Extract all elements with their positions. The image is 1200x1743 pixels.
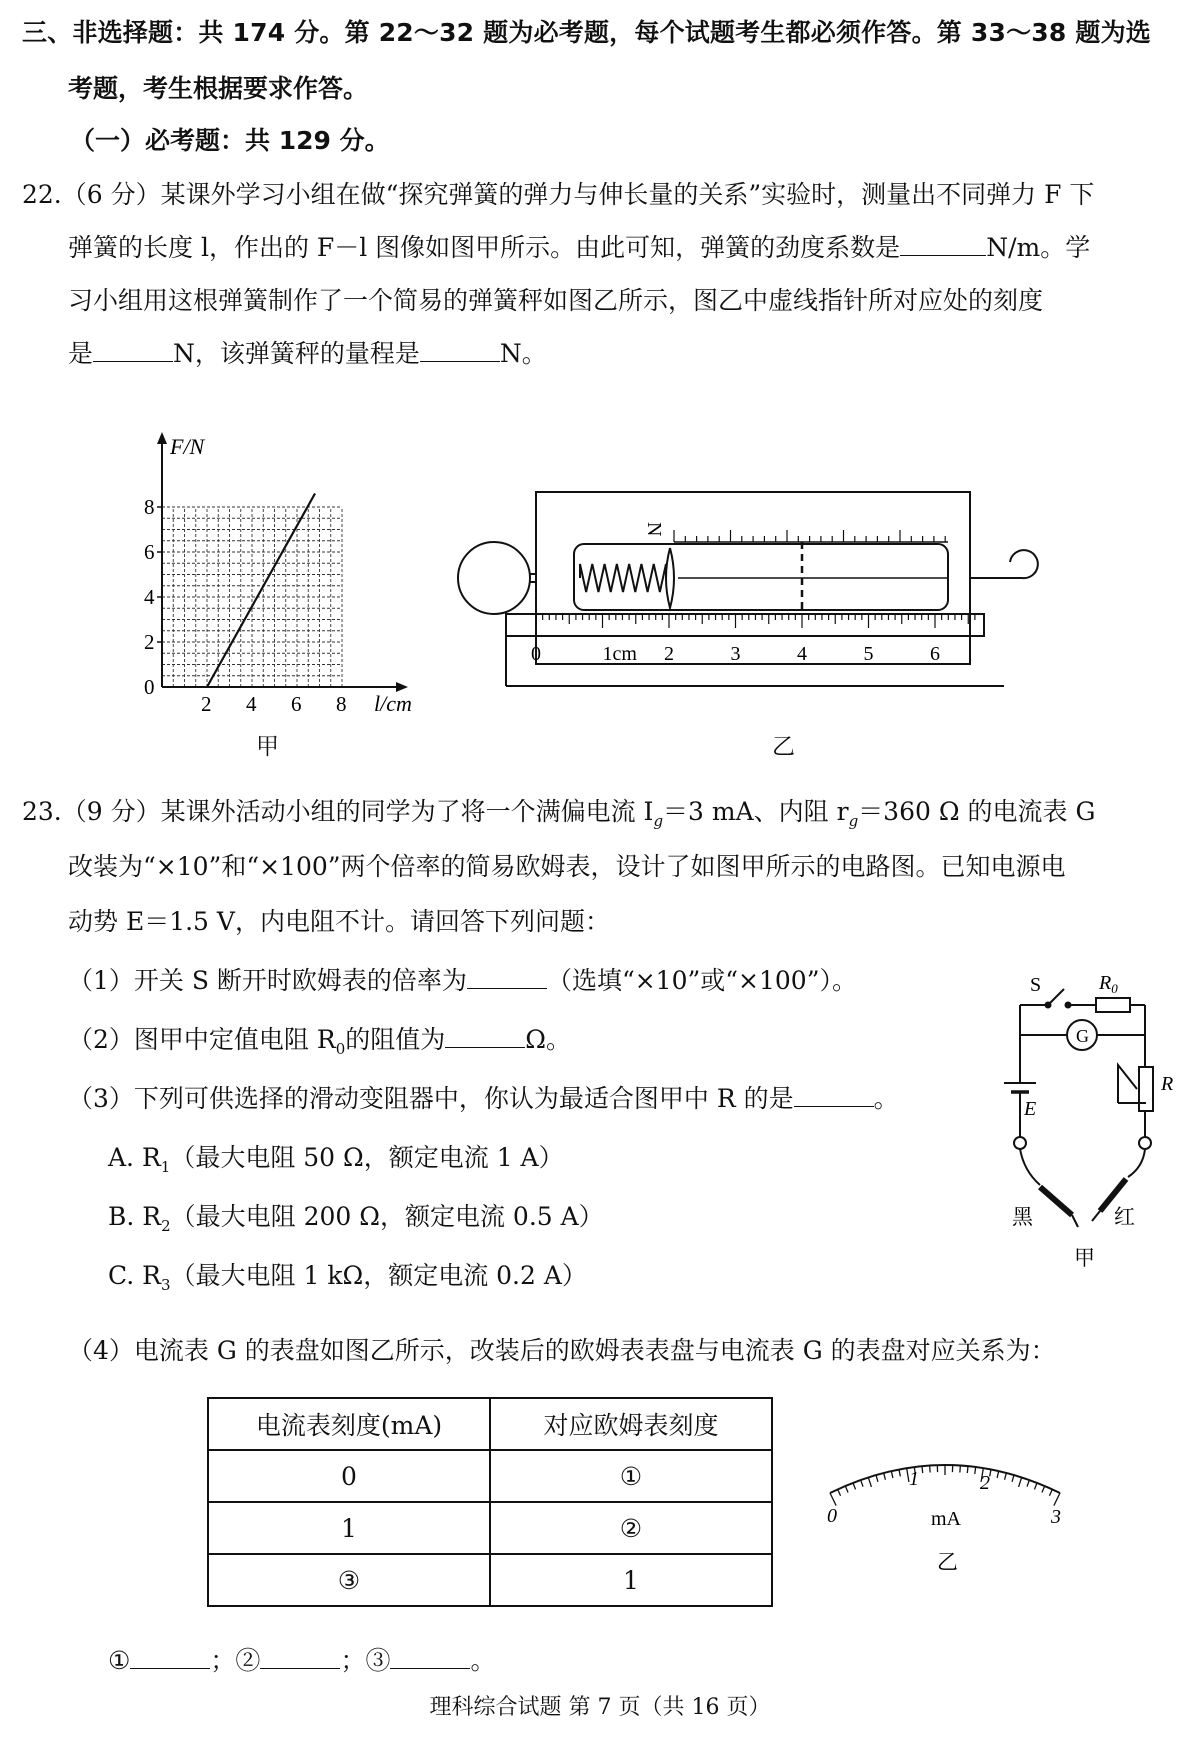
table-header: 对应欧姆表刻度 (490, 1398, 772, 1450)
fig-jia-caption: 甲 (256, 734, 279, 760)
q23-part2 (68, 1025, 571, 1064)
dial-tick (861, 1480, 863, 1487)
q23-part4: （4）电流表 G 的表盘如图乙所示，改装后的欧姆表表盘与电流表 G 的表盘对应关系为： (68, 1336, 1056, 1365)
terminal-black (1014, 1137, 1026, 1149)
q23-ig-sub: g (653, 812, 664, 830)
probe-black (1040, 1187, 1072, 1215)
dial-tick (1042, 1486, 1045, 1492)
q23-part1-b: （选填“×10”或“×100”）。 (546, 966, 857, 995)
dial-label: 3 (1051, 1506, 1061, 1528)
table-row (208, 1502, 772, 1554)
dial-tick (830, 1493, 836, 1506)
label-r0: $R_0$ (1099, 972, 1118, 996)
table-cell: ③ (208, 1554, 490, 1606)
table-header-row (208, 1398, 772, 1450)
subsection-heading: （一）必考题：共 129 分。 (70, 126, 390, 155)
dial-tick (1049, 1489, 1052, 1495)
answer-blank-2 (260, 1646, 340, 1669)
dial-label: 2 (980, 1472, 990, 1494)
answer-blank-multiplier (467, 966, 547, 989)
answer-blank-1 (130, 1646, 210, 1669)
table-cell: ① (490, 1450, 772, 1502)
q22-line4 (68, 339, 547, 369)
q23-part2-c: Ω。 (525, 1025, 571, 1054)
q22-line2 (68, 233, 1090, 263)
answer-blank-rheostat (794, 1084, 874, 1107)
table-cell: 0 (208, 1450, 490, 1502)
table-cell: 1 (208, 1502, 490, 1554)
dial-tick (891, 1471, 893, 1478)
q23-part3-b: 。 (873, 1084, 899, 1113)
dial-tick (884, 1473, 886, 1480)
resistor-r0 (1096, 998, 1130, 1012)
dial-unit: mA (931, 1508, 961, 1530)
ruler-label: 4 (797, 643, 807, 665)
section-heading-cont: 考题，考生根据要求作答。 (68, 74, 369, 103)
y-tick-label: 6 (144, 540, 155, 564)
spring-coil (580, 564, 666, 592)
q23-part3-a: （3）下列可供选择的滑动变阻器中，你认为最适合图甲中 R 的是 (68, 1084, 794, 1113)
q23-part2-a: （2）图甲中定值电阻 R (68, 1025, 336, 1054)
spring-plate (666, 548, 674, 608)
fig-dial (815, 1435, 1085, 1575)
dial-tick (899, 1469, 900, 1476)
q23-part1 (68, 966, 857, 996)
label-red: 红 (1114, 1205, 1135, 1229)
dial-tick (838, 1489, 841, 1495)
fig-yi-spring-balance (448, 490, 1100, 720)
answer-line: ① ；② ；③ 。 (108, 1646, 496, 1675)
dial-tick (1019, 1477, 1022, 1487)
q23-part2-b: 的阻值为 (345, 1025, 446, 1054)
dial-tick (997, 1471, 999, 1478)
x-tick-label: 6 (291, 692, 302, 716)
dial-label: 1 (909, 1468, 919, 1490)
table-cell: ② (490, 1502, 772, 1554)
q23-part3 (68, 1084, 899, 1114)
ruler-label: 3 (730, 643, 741, 665)
dial-tick (967, 1466, 968, 1473)
dial-tick (975, 1467, 976, 1474)
q23-line2: 改装为“×10”和“×100”两个倍率的简易欧姆表，设计了如图甲所示的电路图。已知电源电 (68, 852, 1066, 881)
label-e: E (1024, 1098, 1037, 1120)
answer-blank-3 (390, 1646, 470, 1669)
label-r: R (1161, 1073, 1174, 1095)
spring-tube (574, 544, 948, 610)
table-cell: 1 (490, 1554, 772, 1606)
x-tick-label: 4 (246, 692, 257, 716)
y-tick-label: 2 (144, 630, 155, 654)
dial-tick (876, 1475, 878, 1482)
q23-option-a: A. $R_1$（最大电阻 50 Ω，额定电流 1 A） (108, 1143, 564, 1176)
rheostat-r (1139, 1067, 1153, 1111)
q23-part1-a: （1）开关 S 断开时欧姆表的倍率为 (68, 966, 467, 995)
table-row (208, 1554, 772, 1606)
table-header: 电流表刻度(mA) (208, 1398, 490, 1450)
q22-line4-text-a: 是 (68, 339, 94, 368)
q23-rg-sub: g (848, 812, 859, 830)
dial-tick (845, 1486, 848, 1492)
dial-tick (1054, 1493, 1060, 1506)
table-row (208, 1450, 772, 1502)
q23-line1-c: ＝360 Ω 的电流表 G (858, 797, 1096, 826)
label-s: S (1030, 974, 1042, 996)
label-g: G (1076, 1026, 1089, 1046)
x-tick-label: 8 (336, 692, 347, 716)
y-tick-label: 4 (144, 585, 155, 609)
answer-blank-k (900, 233, 986, 256)
dial-caption: 乙 (937, 1550, 958, 1574)
page-footer: 理科综合试题 第 7 页（共 16 页） (429, 1695, 771, 1720)
q22-line3: 习小组用这根弹簧制作了一个简易的弹簧秤如图乙所示，图乙中虚线指针所对应处的刻度 (68, 286, 1044, 315)
hook-icon (1010, 550, 1038, 578)
terminal-red (1139, 1137, 1151, 1149)
ruler-label: 6 (930, 643, 940, 665)
answer-blank-range (420, 339, 500, 362)
y-tick-label: 8 (144, 495, 155, 519)
dial-tick (1027, 1480, 1029, 1487)
fig-jia-graph (130, 432, 430, 722)
q22-line1: 22.（6 分）某课外学习小组在做“探究弹簧的弹力与伸长量的关系”实验时，测量出不同弹力 F 下 (22, 180, 1095, 209)
q22-line4-text-b: N，该弹簧秤的量程是 (173, 339, 420, 368)
dial-tick (922, 1466, 923, 1473)
balance-ring (458, 542, 530, 614)
ohmmeter-table (207, 1397, 773, 1607)
y-axis-label: F/N (170, 434, 205, 459)
ruler-label: 0 (531, 643, 541, 665)
ruler-label: 1cm (602, 643, 637, 665)
section-heading: 三、非选择题：共 174 分。第 22～32 题为必考题，每个试题考生都必须作答。第 33～38 题为选 (22, 18, 1151, 47)
scale-unit-label: N (643, 522, 665, 537)
ruler-label: 5 (863, 643, 874, 665)
answer-blank-reading (93, 339, 173, 362)
dial-tick (868, 1477, 871, 1487)
q22-line2-text: 弹簧的长度 l，作出的 F－l 图像如图甲所示。由此可知，弹簧的劲度系数是 (68, 233, 901, 262)
dial-tick (853, 1483, 856, 1490)
q22-line4-text-c: N。 (499, 339, 547, 368)
q23-r0-sub: 0 (335, 1040, 346, 1058)
series-line (207, 494, 315, 688)
q23-line3: 动势 E＝1.5 V，内电阻不计。请回答下列问题： (68, 907, 610, 936)
graph-grid (162, 507, 342, 687)
q23-line1 (22, 797, 1095, 836)
ruler-top (506, 614, 984, 636)
answer-blank-r0 (445, 1025, 525, 1048)
q23-option-b: B. $R_2$（最大电阻 200 Ω，额定电流 0.5 A） (108, 1202, 604, 1235)
fig-yi-caption: 乙 (772, 734, 795, 760)
q23-line1-a: 23.（9 分）某课外活动小组的同学为了将一个满偏电流 I (22, 797, 654, 826)
dial-label: 0 (827, 1505, 837, 1527)
label-black: 黑 (1012, 1205, 1033, 1229)
q22-line2-unit: N/m。学 (986, 233, 1091, 262)
x-axis-label: l/cm (374, 691, 412, 716)
circuit-caption: 甲 (1074, 1246, 1095, 1270)
dial-tick (1005, 1473, 1007, 1480)
dial-tick (1012, 1475, 1014, 1482)
q23-option-c: C. $R_3$（最大电阻 1 kΩ，额定电流 0.2 A） (108, 1261, 587, 1294)
fig-circuit (1000, 965, 1185, 1270)
dial-tick (1034, 1483, 1037, 1490)
y-axis-arrow (157, 432, 167, 444)
x-tick-label: 2 (201, 692, 212, 716)
q23-line1-b: ＝3 mA、内阻 r (663, 797, 849, 826)
ruler-label: 2 (664, 643, 674, 665)
y-tick-label: 0 (144, 675, 155, 699)
